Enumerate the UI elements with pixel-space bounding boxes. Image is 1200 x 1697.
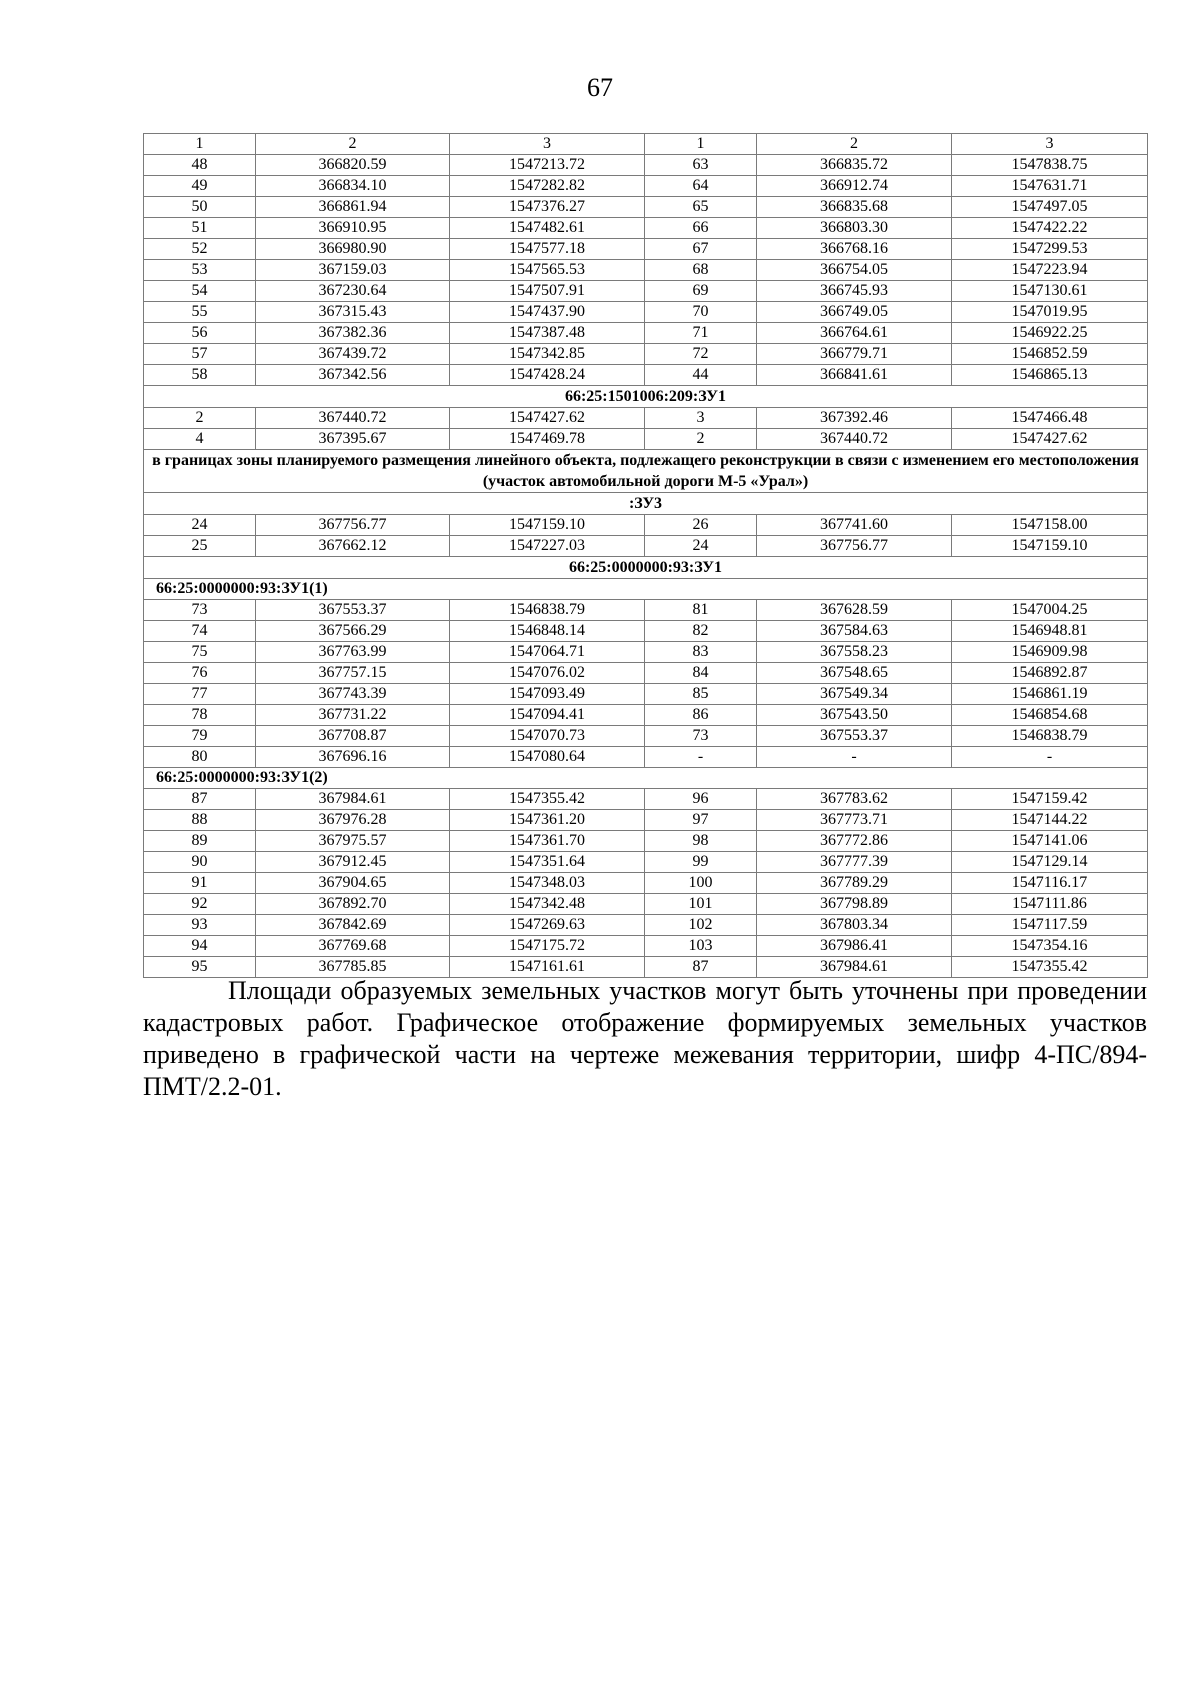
table-cell: 1547158.00: [952, 515, 1148, 536]
table-cell: 67: [645, 239, 757, 260]
section-title-row: [144, 493, 1148, 515]
table-cell: 366980.90: [256, 239, 450, 260]
table-cell: 1547427.62: [952, 429, 1148, 450]
table-header-row: [144, 134, 1148, 155]
table-cell: 1547348.03: [450, 873, 645, 894]
table-cell: 81: [645, 600, 757, 621]
table-cell: 1546948.81: [952, 621, 1148, 642]
table-cell: 1547482.61: [450, 218, 645, 239]
table-row: [144, 705, 1148, 726]
table-cell: 1547070.73: [450, 726, 645, 747]
table-cell: 367584.63: [757, 621, 952, 642]
table-cell: 367773.71: [757, 810, 952, 831]
table-cell: 52: [144, 239, 256, 260]
table-cell: 90: [144, 852, 256, 873]
table-cell: 366912.74: [757, 176, 952, 197]
table-row: [144, 515, 1148, 536]
header-cell: 3: [450, 134, 645, 155]
table-cell: 97: [645, 810, 757, 831]
table-cell: 367392.46: [757, 408, 952, 429]
table-cell: 367553.37: [757, 726, 952, 747]
table-cell: 367731.22: [256, 705, 450, 726]
table-cell: 80: [144, 747, 256, 768]
table-cell: 76: [144, 663, 256, 684]
table-cell: 366764.61: [757, 323, 952, 344]
table-cell: 1547141.06: [952, 831, 1148, 852]
table-row: [144, 323, 1148, 344]
section-title: в границах зоны планируемого размещения линейного объекта, подлежащего реконструкции в связи с изменением его местоположения (участок автомобильной дороги М-5 «Урал»): [144, 450, 1148, 493]
table-cell: 367558.23: [757, 642, 952, 663]
table-cell: 1547565.53: [450, 260, 645, 281]
table-cell: 366841.61: [757, 365, 952, 386]
table-cell: 1547361.20: [450, 810, 645, 831]
table-cell: 366861.94: [256, 197, 450, 218]
table-cell: 366779.71: [757, 344, 952, 365]
table-cell: 83: [645, 642, 757, 663]
table-cell: 367159.03: [256, 260, 450, 281]
coordinates-table: [143, 133, 1148, 978]
table-cell: 1547507.91: [450, 281, 645, 302]
section-title: 66:25:0000000:93:ЗУ1(1): [144, 579, 1148, 600]
table-cell: 51: [144, 218, 256, 239]
table-cell: 367382.36: [256, 323, 450, 344]
table-cell: 1547437.90: [450, 302, 645, 323]
table-cell: 367741.60: [757, 515, 952, 536]
table-cell: 1546848.14: [450, 621, 645, 642]
table-cell: 1547130.61: [952, 281, 1148, 302]
table-cell: 26: [645, 515, 757, 536]
table-cell: 367769.68: [256, 936, 450, 957]
table-cell: 1547354.16: [952, 936, 1148, 957]
table-cell: 366834.10: [256, 176, 450, 197]
table-cell: 1547093.49: [450, 684, 645, 705]
table-row: [144, 894, 1148, 915]
table-cell: 1547213.72: [450, 155, 645, 176]
table-cell: 1547019.95: [952, 302, 1148, 323]
table-cell: 1547080.64: [450, 747, 645, 768]
table-cell: 70: [645, 302, 757, 323]
table-cell: 366745.93: [757, 281, 952, 302]
table-cell: 367439.72: [256, 344, 450, 365]
table-row: [144, 344, 1148, 365]
table-cell: 88: [144, 810, 256, 831]
table-cell: 1547161.61: [450, 957, 645, 978]
table-cell: 92: [144, 894, 256, 915]
table-cell: 367566.29: [256, 621, 450, 642]
table-cell: 367904.65: [256, 873, 450, 894]
page-number: 67: [587, 73, 613, 102]
table-cell: 367440.72: [757, 429, 952, 450]
table-cell: 85: [645, 684, 757, 705]
table-cell: 367743.39: [256, 684, 450, 705]
table-cell: 87: [144, 789, 256, 810]
table-cell: 367230.64: [256, 281, 450, 302]
section-title-row: [144, 386, 1148, 408]
table-cell: 366768.16: [757, 239, 952, 260]
table-cell: 72: [645, 344, 757, 365]
table-cell: 78: [144, 705, 256, 726]
section-title: 66:25:0000000:93:ЗУ1(2): [144, 768, 1148, 789]
table-cell: 1547175.72: [450, 936, 645, 957]
table-cell: 367842.69: [256, 915, 450, 936]
table-cell: 367986.41: [757, 936, 952, 957]
table-cell: 86: [645, 705, 757, 726]
table-cell: 367763.99: [256, 642, 450, 663]
table-cell: 1547076.02: [450, 663, 645, 684]
table-cell: 3: [645, 408, 757, 429]
section-title: 66:25:1501006:209:ЗУ1: [144, 386, 1148, 408]
table-row: [144, 302, 1148, 323]
table-row: [144, 176, 1148, 197]
table-row: [144, 642, 1148, 663]
table-cell: 95: [144, 957, 256, 978]
table-row: [144, 852, 1148, 873]
table-cell: 367975.57: [256, 831, 450, 852]
table-cell: 367803.34: [757, 915, 952, 936]
section-title-row: [144, 768, 1148, 789]
table-row: [144, 831, 1148, 852]
table-cell: 1547355.42: [952, 957, 1148, 978]
table-cell: 73: [645, 726, 757, 747]
table-cell: 1547427.62: [450, 408, 645, 429]
coordinates-table-body: [144, 134, 1148, 978]
table-cell: 89: [144, 831, 256, 852]
table-row: [144, 684, 1148, 705]
table-row: [144, 218, 1148, 239]
body-paragraph: Площади образуемых земельных участков могут быть уточнены при проведении кадастровых работ. Графическое отображение формируемых земельных участков приведено в графической части на чертеже межевания территории, шифр 4-ПС/894-ПМТ/2.2-01.: [143, 976, 1147, 1101]
table-cell: -: [645, 747, 757, 768]
table-cell: 1547282.82: [450, 176, 645, 197]
table-cell: 102: [645, 915, 757, 936]
table-row: [144, 155, 1148, 176]
table-cell: 65: [645, 197, 757, 218]
table-cell: 1547387.48: [450, 323, 645, 344]
table-row: [144, 810, 1148, 831]
table-cell: 24: [144, 515, 256, 536]
table-cell: 367984.61: [757, 957, 952, 978]
table-cell: 367662.12: [256, 536, 450, 557]
table-cell: 103: [645, 936, 757, 957]
table-row: [144, 239, 1148, 260]
table-cell: 367543.50: [757, 705, 952, 726]
table-cell: 98: [645, 831, 757, 852]
table-cell: 1547355.42: [450, 789, 645, 810]
table-cell: 1547376.27: [450, 197, 645, 218]
table-cell: 1547159.10: [952, 536, 1148, 557]
table-cell: 367772.86: [757, 831, 952, 852]
table-cell: 74: [144, 621, 256, 642]
table-cell: 366835.68: [757, 197, 952, 218]
table-cell: 79: [144, 726, 256, 747]
table-cell: 25: [144, 536, 256, 557]
table-cell: 48: [144, 155, 256, 176]
table-cell: 1546852.59: [952, 344, 1148, 365]
table-cell: 54: [144, 281, 256, 302]
table-row: [144, 621, 1148, 642]
table-row: [144, 726, 1148, 747]
table-row: [144, 747, 1148, 768]
header-cell: 2: [256, 134, 450, 155]
table-row: [144, 365, 1148, 386]
table-cell: 1547838.75: [952, 155, 1148, 176]
table-cell: 366754.05: [757, 260, 952, 281]
table-row: [144, 873, 1148, 894]
header-cell: 1: [645, 134, 757, 155]
table-cell: 1547269.63: [450, 915, 645, 936]
table-cell: 367777.39: [757, 852, 952, 873]
table-cell: 44: [645, 365, 757, 386]
table-cell: 1546892.87: [952, 663, 1148, 684]
table-cell: 1547094.41: [450, 705, 645, 726]
section-title-row: [144, 557, 1148, 579]
table-cell: 1547469.78: [450, 429, 645, 450]
table-cell: 101: [645, 894, 757, 915]
table-cell: 69: [645, 281, 757, 302]
table-cell: 94: [144, 936, 256, 957]
table-row: [144, 408, 1148, 429]
table-cell: 367628.59: [757, 600, 952, 621]
table-cell: 366820.59: [256, 155, 450, 176]
table-cell: 91: [144, 873, 256, 894]
table-cell: 66: [645, 218, 757, 239]
table-cell: 63: [645, 155, 757, 176]
table-cell: 1547004.25: [952, 600, 1148, 621]
table-cell: 1546854.68: [952, 705, 1148, 726]
table-cell: 367696.16: [256, 747, 450, 768]
table-cell: 1547342.85: [450, 344, 645, 365]
table-cell: 73: [144, 600, 256, 621]
table-cell: 49: [144, 176, 256, 197]
table-cell: 367553.37: [256, 600, 450, 621]
section-title-row: [144, 579, 1148, 600]
table-cell: 77: [144, 684, 256, 705]
table-cell: 2: [645, 429, 757, 450]
table-cell: 367757.15: [256, 663, 450, 684]
table-cell: 367976.28: [256, 810, 450, 831]
table-cell: 367912.45: [256, 852, 450, 873]
table-cell: 2: [144, 408, 256, 429]
table-cell: 1547159.10: [450, 515, 645, 536]
table-cell: 1546838.79: [450, 600, 645, 621]
table-row: [144, 600, 1148, 621]
table-cell: 1547422.22: [952, 218, 1148, 239]
table-cell: 93: [144, 915, 256, 936]
table-cell: 1547116.17: [952, 873, 1148, 894]
table-cell: 64: [645, 176, 757, 197]
table-cell: -: [952, 747, 1148, 768]
table-cell: 1547159.42: [952, 789, 1148, 810]
table-cell: 1547342.48: [450, 894, 645, 915]
table-cell: 71: [645, 323, 757, 344]
table-row: [144, 281, 1148, 302]
table-row: [144, 789, 1148, 810]
table-row: [144, 936, 1148, 957]
header-cell: 1: [144, 134, 256, 155]
table-cell: 1546922.25: [952, 323, 1148, 344]
table-cell: 366835.72: [757, 155, 952, 176]
table-cell: -: [757, 747, 952, 768]
table-cell: 1547361.70: [450, 831, 645, 852]
table-cell: 366910.95: [256, 218, 450, 239]
table-cell: 1547577.18: [450, 239, 645, 260]
table-cell: 367783.62: [757, 789, 952, 810]
table-cell: 96: [645, 789, 757, 810]
table-cell: 367892.70: [256, 894, 450, 915]
table-cell: 50: [144, 197, 256, 218]
table-cell: 367342.56: [256, 365, 450, 386]
table-cell: 367756.77: [256, 515, 450, 536]
table-cell: 367756.77: [757, 536, 952, 557]
table-cell: 1547129.14: [952, 852, 1148, 873]
table-cell: 99: [645, 852, 757, 873]
section-title-row: [144, 450, 1148, 493]
table-cell: 1547466.48: [952, 408, 1148, 429]
table-row: [144, 915, 1148, 936]
table-cell: 367984.61: [256, 789, 450, 810]
table-cell: 1547144.22: [952, 810, 1148, 831]
table-cell: 100: [645, 873, 757, 894]
table-cell: 1547299.53: [952, 239, 1148, 260]
table-row: [144, 429, 1148, 450]
table-cell: 68: [645, 260, 757, 281]
table-cell: 366749.05: [757, 302, 952, 323]
table-cell: 1547117.59: [952, 915, 1148, 936]
table-cell: 367395.67: [256, 429, 450, 450]
header-cell: 3: [952, 134, 1148, 155]
table-row: [144, 536, 1148, 557]
table-cell: 53: [144, 260, 256, 281]
table-cell: 1546865.13: [952, 365, 1148, 386]
table-cell: 367798.89: [757, 894, 952, 915]
table-cell: 75: [144, 642, 256, 663]
table-cell: 367315.43: [256, 302, 450, 323]
table-cell: 367785.85: [256, 957, 450, 978]
table-cell: 87: [645, 957, 757, 978]
table-cell: 367789.29: [757, 873, 952, 894]
table-cell: 58: [144, 365, 256, 386]
table-cell: 367440.72: [256, 408, 450, 429]
table-cell: 367708.87: [256, 726, 450, 747]
table-row: [144, 197, 1148, 218]
table-cell: 24: [645, 536, 757, 557]
table-cell: 367549.34: [757, 684, 952, 705]
table-cell: 1547223.94: [952, 260, 1148, 281]
table-cell: 1547111.86: [952, 894, 1148, 915]
table-cell: 367548.65: [757, 663, 952, 684]
table-cell: 1547497.05: [952, 197, 1148, 218]
table-cell: 1547428.24: [450, 365, 645, 386]
table-cell: 1547227.03: [450, 536, 645, 557]
table-cell: 55: [144, 302, 256, 323]
section-title: :ЗУ3: [144, 493, 1148, 515]
section-title: 66:25:0000000:93:ЗУ1: [144, 557, 1148, 579]
table-cell: 1546909.98: [952, 642, 1148, 663]
table-cell: 57: [144, 344, 256, 365]
table-cell: 84: [645, 663, 757, 684]
table-row: [144, 663, 1148, 684]
table-cell: 56: [144, 323, 256, 344]
table-row: [144, 260, 1148, 281]
table-cell: 1546838.79: [952, 726, 1148, 747]
header-cell: 2: [757, 134, 952, 155]
table-cell: 366803.30: [757, 218, 952, 239]
table-cell: 1547351.64: [450, 852, 645, 873]
table-cell: 1547631.71: [952, 176, 1148, 197]
table-cell: 1546861.19: [952, 684, 1148, 705]
table-cell: 1547064.71: [450, 642, 645, 663]
table-cell: 4: [144, 429, 256, 450]
table-cell: 82: [645, 621, 757, 642]
